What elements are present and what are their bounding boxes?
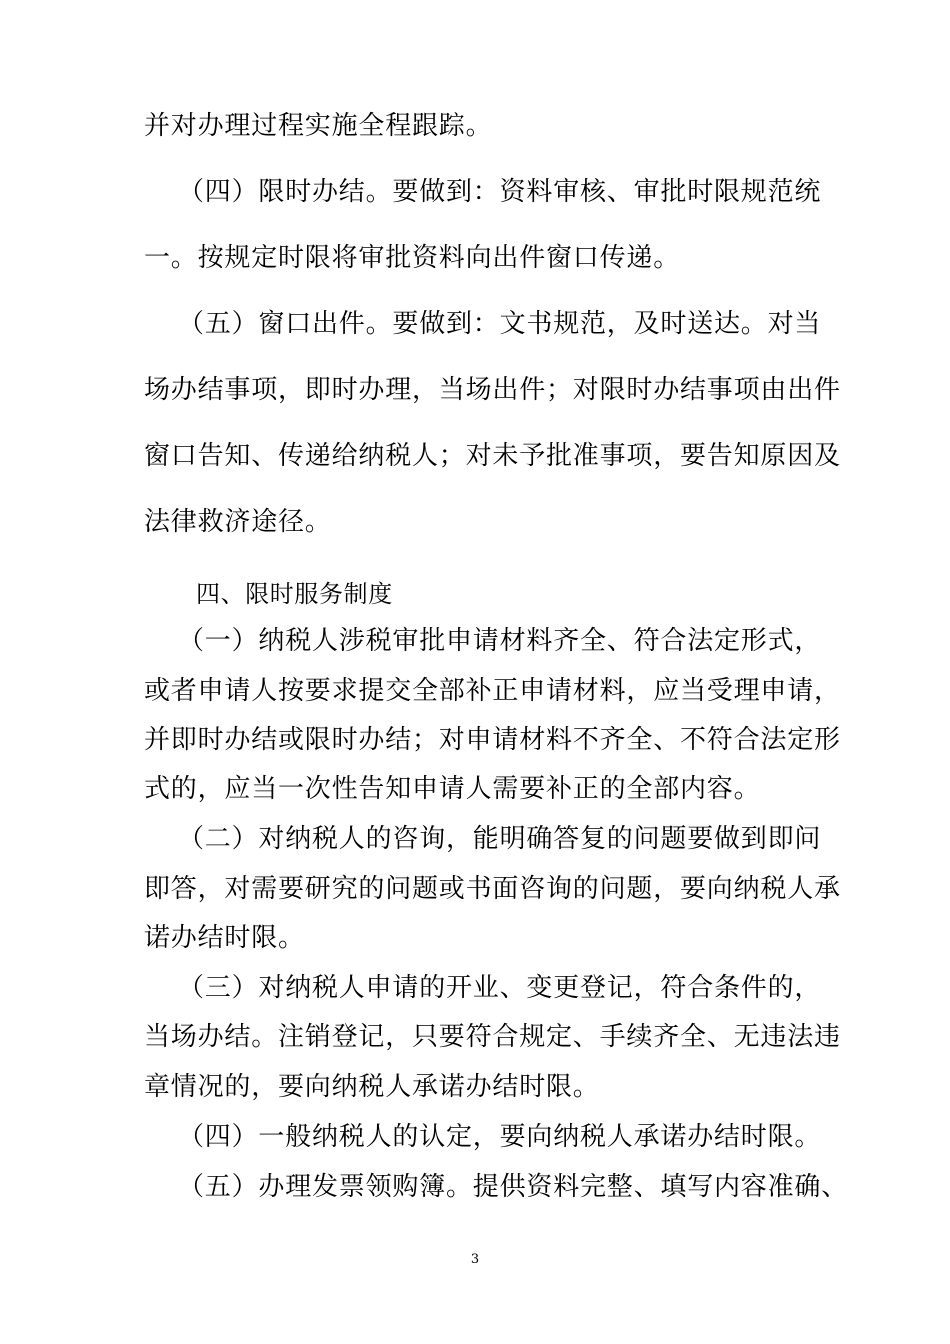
page-number: 3 — [470, 1252, 480, 1267]
body-text-line: 法律救济途径。 — [144, 507, 332, 537]
body-text-line: 并即时办结或限时办结；对申请材料不齐全、不符合法定形 — [144, 725, 841, 755]
body-text-line: 当场办结。注销登记，只要符合规定、手续齐全、无违法违 — [144, 1022, 841, 1052]
body-text-line: 章情况的，要向纳税人承诺办结时限。 — [144, 1072, 600, 1102]
body-text-line: （三）对纳税人申请的开业、变更登记，符合条件的， — [178, 973, 822, 1003]
section-heading: 四、限时服务制度 — [196, 580, 393, 608]
body-text-line: 一。按规定时限将审批资料向出件窗口传递。 — [144, 243, 681, 273]
body-text-line: （二）对纳税人的咨询，能明确答复的问题要做到即问 — [178, 824, 822, 854]
body-text-line: 窗口告知、传递给纳税人；对未予批准事项，要告知原因及 — [144, 441, 841, 471]
body-text-line: （一）纳税人涉税审批申请材料齐全、符合法定形式， — [178, 626, 822, 656]
body-text-line: （四）一般纳税人的认定，要向纳税人承诺办结时限。 — [178, 1122, 822, 1152]
body-text-line: 或者申请人按要求提交全部补正申请材料，应当受理申请， — [144, 676, 841, 706]
body-text-line: 并对办理过程实施全程跟踪。 — [144, 111, 493, 141]
body-text-line: 场办结事项，即时办理，当场出件；对限时办结事项由出件 — [144, 375, 841, 405]
body-text-line: 式的，应当一次性告知申请人需要补正的全部内容。 — [144, 774, 761, 804]
body-text-line: （五）窗口出件。要做到：文书规范，及时送达。对当 — [178, 309, 822, 339]
body-text-line: （五）办理发票领购簿。提供资料完整、填写内容准确、 — [178, 1172, 849, 1202]
body-text-line: （四）限时办结。要做到：资料审核、审批时限规范统 — [178, 177, 822, 207]
body-text-line: 即答，对需要研究的问题或书面咨询的问题，要向纳税人承 — [144, 874, 841, 904]
body-text-line: 诺办结时限。 — [144, 923, 305, 953]
